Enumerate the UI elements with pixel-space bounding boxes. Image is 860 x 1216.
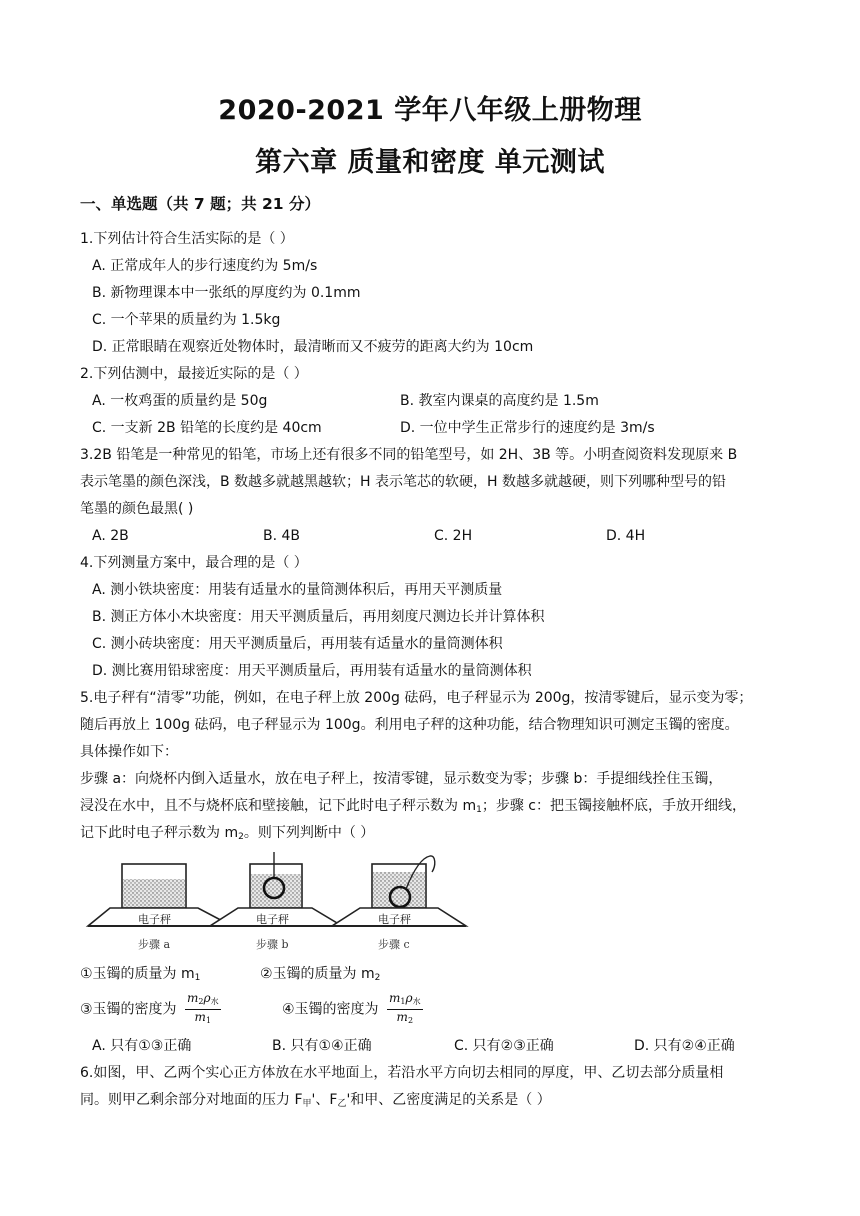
- question-1-option-d: D. 正常眼睛在观察近处物体时，最清晰而又不疲劳的距离大约为 10cm: [92, 339, 534, 355]
- statement-4: ④玉镯的密度为 $\frac{m_1\rho_水}{m_2}$: [282, 991, 423, 1028]
- density-fraction-4: $\frac{m_1\rho_水}{m_2}$: [389, 991, 421, 1025]
- question-5-option-b: B. 只有①④正确: [272, 1038, 372, 1054]
- question-2-option-d: D. 一位中学生正常步行的速度约是 3m/s: [400, 420, 655, 436]
- question-2-stem: 2.下列估测中，最接近实际的是（ ）: [80, 366, 308, 382]
- question-5-line-2: 随后再放上 100g 砝码，电子秤显示为 100g。利用电子秤的这种功能，结合物理知识可测定玉镯的密度。: [80, 717, 739, 733]
- step-b-caption: 步骤 b: [256, 938, 289, 951]
- question-5-line-5: 浸没在水中，且不与烧杯底和壁接触，记下此时电子秤示数为 $m_1$；步骤 c：把玉镯接触杯底，手放开细线，: [80, 798, 746, 815]
- question-6-line-1: 6.如图，甲、乙两个实心正方体放在水平地面上，若沿水平方向切去相同的厚度，甲、乙切去部分质量相: [80, 1065, 724, 1081]
- question-3-option-b: B. 4B: [263, 528, 301, 544]
- question-5-line-4: 步骤 a：向烧杯内倒入适量水，放在电子秤上，按清零键，显示数变为零；步骤 b：手提细线拴住玉镯，: [80, 771, 723, 787]
- page-subtitle: 第六章 质量和密度 单元测试: [255, 147, 605, 178]
- question-5-option-d: D. 只有②④正确: [634, 1038, 735, 1054]
- question-2-option-a: A. 一枚鸡蛋的质量约是 50g: [92, 393, 268, 409]
- question-1-option-b: B. 新物理课本中一张纸的厚度约为 0.1mm: [92, 285, 361, 301]
- statement-2: ②玉镯的质量为 $m_2$: [260, 966, 381, 983]
- question-3-option-d: D. 4H: [606, 528, 646, 544]
- scale-b: [210, 852, 342, 951]
- question-3-line-2: 表示笔墨的颜色深浅，B 数越多就越黑越软；H 表示笔芯的软硬，H 数越多就越硬，则下列哪种型号的铅: [80, 474, 727, 490]
- step-a-caption: 步骤 a: [138, 938, 171, 951]
- question-4-option-b: B. 测正方体小木块密度：用天平测质量后，再用刻度尺测边长并计算体积: [92, 609, 545, 625]
- question-2-option-b: B. 教室内课桌的高度约是 1.5m: [400, 393, 599, 409]
- question-5-line-1: 5.电子秤有“清零”功能，例如，在电子秤上放 200g 砝码，电子秤显示为 200g，按清零键后，显示变为零；: [80, 690, 753, 706]
- question-3-line-3: 笔墨的颜色最黑( ): [80, 501, 194, 517]
- step-c-caption: 步骤 c: [378, 938, 410, 951]
- scale-c: [332, 856, 466, 951]
- question-1-option-a: A. 正常成年人的步行速度约为 5m/s: [92, 258, 318, 274]
- scale-a: [88, 864, 232, 951]
- density-fraction-3: $\frac{m_2\rho_水}{m_1}$: [187, 991, 219, 1025]
- question-6-line-2: 同。则甲乙剩余部分对地面的压力 $F_甲'$、$F_乙'$和甲、乙密度满足的关系是（ ）: [80, 1092, 551, 1109]
- question-3-option-c: C. 2H: [434, 528, 473, 544]
- question-1-option-c: C. 一个苹果的质量约为 1.5kg: [92, 312, 281, 328]
- question-4-option-c: C. 测小砖块密度：用天平测质量后，再用装有适量水的量筒测体积: [92, 636, 503, 652]
- question-5-option-c: C. 只有②③正确: [454, 1038, 554, 1054]
- question-4-option-d: D. 测比赛用铅球密度：用天平测质量后，再用装有适量水的量筒测体积: [92, 663, 532, 679]
- page-title: 2020-2021 学年八年级上册物理: [218, 95, 642, 126]
- question-4-stem: 4.下列测量方案中，最合理的是（ ）: [80, 555, 308, 571]
- scale-c-label: 电子秤: [378, 913, 411, 926]
- question-1-stem: 1.下列估计符合生活实际的是（ ）: [80, 231, 294, 247]
- statement-3: ③玉镯的密度为 $\frac{m_2\rho_水}{m_1}$: [80, 991, 221, 1028]
- question-3-option-a: A. 2B: [92, 528, 129, 544]
- statement-1: ①玉镯的质量为 $m_1$: [80, 966, 201, 983]
- scale-figure: [80, 852, 470, 957]
- question-3-line-1: 3.2B 铅笔是一种常见的铅笔，市场上还有很多不同的铅笔型号，如 2H、3B 等。小明查阅资料发现原来 B: [80, 447, 738, 463]
- scale-a-label: 电子秤: [138, 913, 171, 926]
- section-heading: 一、单选题（共 7 题；共 21 分）: [80, 195, 320, 213]
- question-5-line-6: 记下此时电子秤示数为 $m_2$。则下列判断中（ ）: [80, 825, 375, 842]
- question-5-option-a: A. 只有①③正确: [92, 1038, 192, 1054]
- scale-b-label: 电子秤: [256, 913, 289, 926]
- question-2-option-c: C. 一支新 2B 铅笔的长度约是 40cm: [92, 420, 322, 436]
- question-5-line-3: 具体操作如下：: [80, 744, 178, 760]
- question-4-option-a: A. 测小铁块密度：用装有适量水的量筒测体积后，再用天平测质量: [92, 582, 503, 598]
